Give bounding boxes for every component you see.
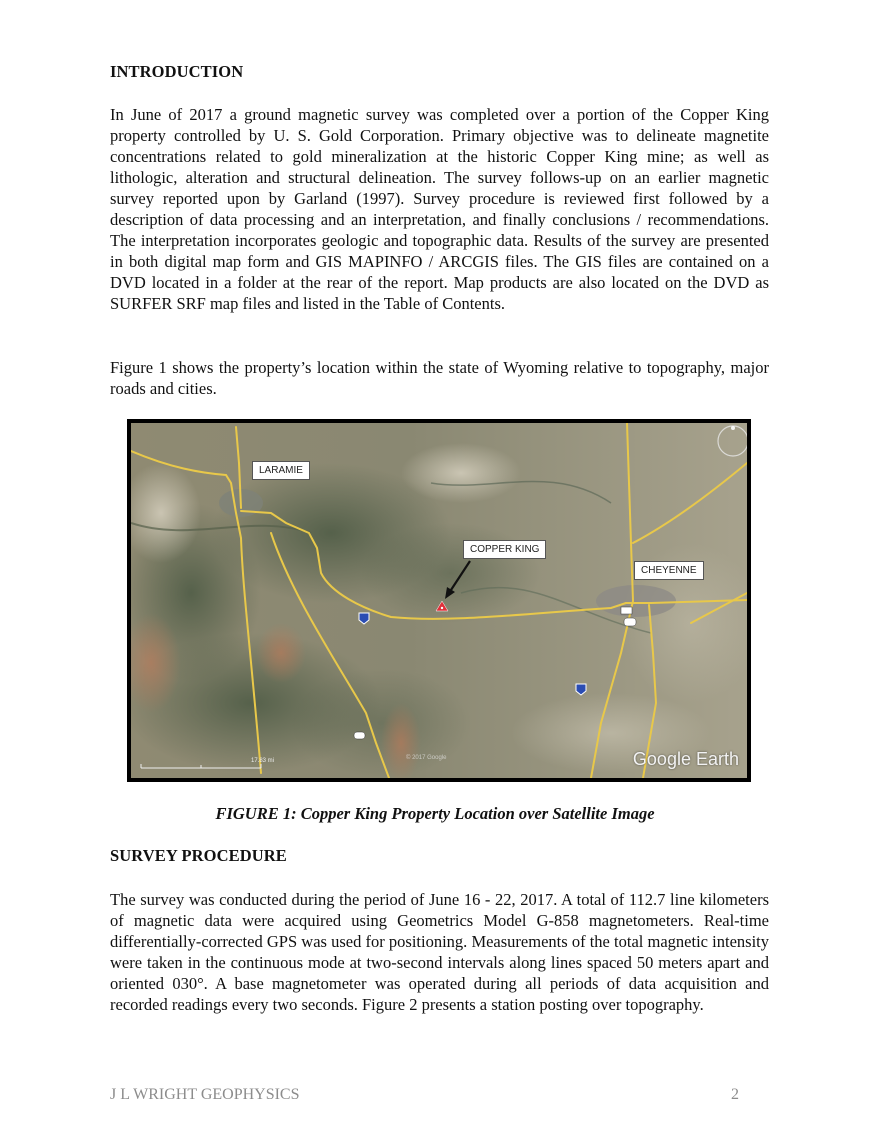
map-label-laramie: LARAMIE (252, 461, 310, 480)
figure-1-frame (127, 419, 751, 782)
footer-company: J L WRIGHT GEOPHYSICS (110, 1086, 300, 1103)
footer-page-number: 2 (731, 1086, 739, 1103)
map-label-cheyenne: CHEYENNE (634, 561, 704, 580)
satellite-map-image (131, 423, 747, 778)
google-earth-watermark: Google Earth (632, 749, 739, 769)
map-copyright: © 2017 Google (406, 755, 447, 761)
survey-procedure-paragraph-1: The survey was conducted during the period of June 16 - 22, 2017. A total of 112.7 line kilometers of magnetic data were acquired using Geometrics Model G-858 magnetometers. Real-time differentially-corrected GPS was used for positioning. Measurements of the total magnetic intensity were taken in the continuous mode at two-second intervals along lines spaced 50 meters apart and oriented 030°. A base magnetometer was operated during all periods of data acquisition and recorded readings every two seconds. Figure 2 presents a station posting over topography. (110, 890, 769, 1014)
map-scale-label: 17.83 mi (251, 758, 275, 764)
map-label-copper-king: COPPER KING (463, 540, 546, 559)
figure-1-caption: FIGURE 1: Copper King Property Location over Satellite Image (215, 804, 655, 823)
survey-procedure-heading: SURVEY PROCEDURE (110, 846, 287, 865)
introduction-paragraph-1: In June of 2017 a ground magnetic survey was completed over a portion of the Copper King property controlled by U. S. Gold Corporation. Primary objective was to delineate magnetite concentrations related to gold mineralization at the historic Copper King mine; as well as lithologic, alteration and structural delineation. The survey follows-up on an earlier magnetic survey reported upon by Garland (1997). Survey procedure is reviewed first followed by a description of data processing and an interpretation, and finally conclusions / recommendations. The interpretation incorporates geologic and topographic data. Results of the survey are presented in both digital map form and GIS MAPINFO / ARCGIS files. The GIS files are contained on a DVD located in a folder at the rear of the report. Map products are also located on the DVD as SURFER SRF map files and listed in the Table of Contents. (110, 105, 769, 313)
introduction-heading: INTRODUCTION (110, 62, 244, 81)
introduction-paragraph-2: Figure 1 shows the property’s location within the state of Wyoming relative to topography, major roads and cities. (110, 358, 769, 398)
satellite-terrain (131, 423, 747, 778)
